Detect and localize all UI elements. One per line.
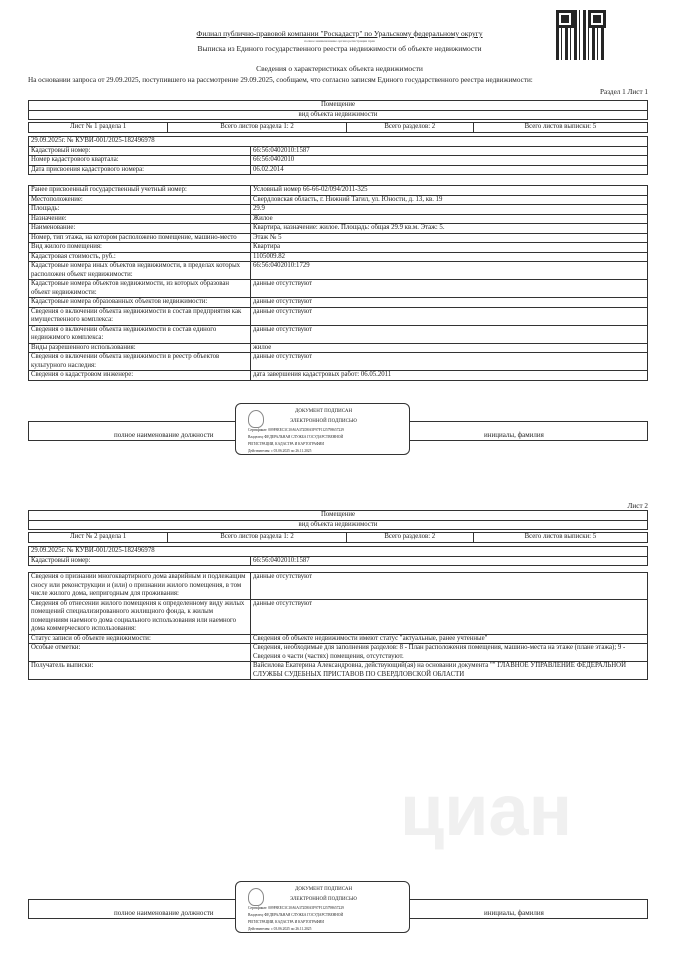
sheet-info-cell: Всего листов раздела 1: 2 [168, 533, 347, 543]
object-type-table [28, 510, 648, 530]
row-value: Квартира [251, 243, 648, 253]
org-name: Филиал публично-правовой компании "Роскадастр" по Уральскому федеральному округу [196, 29, 483, 38]
stamp-stamp-title1: ДОКУМЕНТ ПОДПИСАН [294, 409, 353, 414]
table-row [29, 307, 648, 325]
row-value: 66:56:0402010:1587 [251, 556, 648, 566]
row-label: Кадастровые номера образованных объектов недвижимости: [29, 298, 251, 308]
e-signature-stamp [235, 881, 410, 933]
row-value: данные отсутствуют [251, 599, 648, 634]
characteristics-table [28, 572, 648, 680]
row-label: Сведения об отнесении жилого помещения к определенному виду жилых помещений специализированного жилищного фонда, к жилым помещениям наемного дома социального использования или наемного дома коммерческого использования: [29, 599, 251, 634]
object-type-caption: вид объекта недвижимости [29, 110, 648, 120]
sheet-info-cell: Лист № 2 раздела 1 [29, 533, 168, 543]
table-row [29, 165, 648, 175]
row-label: Особые отметки: [29, 644, 251, 662]
row-value: Этаж № 5 [251, 233, 648, 243]
row-label: Получатель выписки: [29, 662, 251, 680]
row-label: Сведения о включении объекта недвижимости в состав единого недвижимого комплекса: [29, 325, 251, 343]
row-value: Жилое [251, 214, 648, 224]
position-caption: полное наименование должности [114, 431, 214, 439]
row-label: Сведения о включении объекта недвижимости в состав предприятия как имущественного комплекса: [29, 307, 251, 325]
row-label: Вид жилого помещения: [29, 243, 251, 253]
sheet-info-cell: Лист № 1 раздела 1 [29, 123, 168, 133]
row-label: Виды разрешенного использования: [29, 343, 251, 353]
row-label: Кадастровая стоимость, руб.: [29, 252, 251, 262]
table-row [29, 325, 648, 343]
table-row [29, 224, 648, 234]
row-label: Кадастровый номер: [29, 146, 251, 156]
object-type: Помещение [29, 511, 648, 521]
table-row [29, 634, 648, 644]
table-row [29, 280, 648, 298]
row-value: Сведения об объекте недвижимости имеют статус "актуальные, ранее учтенные" [251, 634, 648, 644]
table-row [29, 599, 648, 634]
row-label: Сведения о включении объекта недвижимости в реестр объектов культурного наследия: [29, 353, 251, 371]
row-label: Кадастровый номер: [29, 556, 251, 566]
table-row [29, 146, 648, 156]
row-label: Номер кадастрового квартала: [29, 156, 251, 166]
table-row [29, 262, 648, 280]
row-value: Условный номер 66-66-02/094/2011-325 [251, 186, 648, 196]
row-value: 66:56:0402010:1729 [251, 262, 648, 280]
row-value: данные отсутствуют [251, 280, 648, 298]
table-row [29, 243, 648, 253]
row-label: Наименование: [29, 224, 251, 234]
row-label: Дата присвоения кадастрового номера: [29, 165, 251, 175]
row-value: 66:56:0402010 [251, 156, 648, 166]
table-row [29, 573, 648, 600]
row-label: Назначение: [29, 214, 251, 224]
table-row [29, 371, 648, 381]
row-label: Местоположение: [29, 195, 251, 205]
row-value: дата завершения кадастровых работ: 06.05.2011 [251, 371, 648, 381]
row-label: Ранее присвоенный государственный учетный номер: [29, 186, 251, 196]
table-row [29, 353, 648, 371]
sheet-info-table [28, 532, 648, 543]
stamp-owner: Владелец: ФЕДЕРАЛЬНАЯ СЛУЖБА ГОСУДАРСТВЕННОЙ [248, 913, 344, 917]
section-label: Лист 2 [627, 502, 648, 510]
stamp-stamp-title2: ЭЛЕКТРОННОЙ ПОДПИСЬЮ [290, 419, 357, 424]
name-caption: инициалы, фамилия [484, 909, 544, 917]
stamp-valid: Действителен: с 03.06.2025 по 26.11.2025 [248, 449, 312, 453]
stamp-stamp-title2: ЭЛЕКТРОННОЙ ПОДПИСЬЮ [290, 897, 357, 902]
e-signature-stamp [235, 403, 410, 455]
section-label: Раздел 1 Лист 1 [600, 88, 648, 96]
table-row [29, 644, 648, 662]
position-caption: полное наименование должности [114, 909, 214, 917]
document-subtitle: Сведения о характеристиках объекта недвижимости [256, 64, 423, 73]
stamp-owner: Владелец: ФЕДЕРАЛЬНАЯ СЛУЖБА ГОСУДАРСТВЕННОЙ [248, 435, 344, 439]
identifiers-table [28, 136, 648, 175]
stamp-valid: Действителен: с 03.06.2025 по 26.11.2025 [248, 927, 312, 931]
stamp-owner2: РЕГИСТРАЦИИ, КАДАСТРА И КАРТОГРАФИИ [248, 920, 324, 924]
characteristics-table [28, 185, 648, 381]
name-caption: инициалы, фамилия [484, 431, 544, 439]
row-value: данные отсутствуют [251, 307, 648, 325]
table-row [29, 252, 648, 262]
object-type-caption: вид объекта недвижимости [29, 520, 648, 530]
request-reference: 29.09.2025г. № КУВИ-001/2025-182496978 [29, 547, 648, 557]
org-caption: полное наименование органа регистрации прав [304, 39, 375, 43]
sheet-info-cell: Всего листов раздела 1: 2 [168, 123, 347, 133]
sheet-info-cell: Всего листов выписки: 5 [473, 123, 647, 133]
row-value: данные отсутствуют [251, 298, 648, 308]
stamp-stamp-title1: ДОКУМЕНТ ПОДПИСАН [294, 887, 353, 892]
row-value: Сведения, необходимые для заполнения разделов: 8 - План расположения помещения, машино-места на этаже (плане этажа); 9 - Сведения о части (частях) помещения, отсутствуют. [251, 644, 648, 662]
document-title: Выписка из Единого государственного реестра недвижимости об объекте недвижимости [197, 44, 482, 53]
request-reference: 29.09.2025г. № КУВИ-001/2025-182496978 [29, 137, 648, 147]
table-row [29, 156, 648, 166]
object-type: Помещение [29, 101, 648, 111]
row-value: Вайсилова Екатерина Александровна, действующий(ая) на основании документа "" ГЛАВНОЕ УПРАВЛЕНИЕ ФЕДЕРАЛЬНОЙ СЛУЖБЫ СУДЕБНЫХ ПРИСТАВОВ ПО СВЕРДЛОВСКОЙ ОБЛАСТИ [251, 662, 648, 680]
intro-text: На основании запроса от 29.09.2025, поступившего на рассмотрение 29.09.2025, сообщаем, что согласно записям Единого государственного реестра недвижимости: [28, 76, 533, 84]
row-label: Площадь: [29, 205, 251, 215]
table-row [29, 186, 648, 196]
row-value: Свердловская область, г. Нижний Тагил, ул. Юности, д. 13, кв. 19 [251, 195, 648, 205]
table-row [29, 343, 648, 353]
row-label: Номер, тип этажа, на котором расположено помещение, машино-место [29, 233, 251, 243]
row-label: Сведения о признании многоквартирного дома аварийным и подлежащим сносу или реконструкции и (или) о признании жилого помещения, в том числе жилого дома, непригодным для проживания: [29, 573, 251, 600]
stamp-cert: Сертификат: 009F8ЕЕС3С10A6А372D8A5F97F1125798657229 [248, 428, 344, 432]
row-label: Кадастровые номера иных объектов недвижимости, в пределах которых расположен объект недвижимости: [29, 262, 251, 280]
table-row [29, 195, 648, 205]
sheet-info-cell: Всего разделов: 2 [346, 123, 473, 133]
watermark: циан [400, 771, 573, 851]
row-value: 66:56:0402010:1587 [251, 146, 648, 156]
table-row [29, 205, 648, 215]
row-label: Кадастровые номера объектов недвижимости, из которых образован объект недвижимости: [29, 280, 251, 298]
row-value: 06.02.2014 [251, 165, 648, 175]
row-value: данные отсутствуют [251, 353, 648, 371]
table-row [29, 214, 648, 224]
stamp-owner2: РЕГИСТРАЦИИ, КАДАСТРА И КАРТОГРАФИИ [248, 442, 324, 446]
object-type-table [28, 100, 648, 120]
table-row [29, 298, 648, 308]
row-value: 1105009.82 [251, 252, 648, 262]
table-row [29, 662, 648, 680]
stamp-cert: Сертификат: 009F8ЕЕС3С10A6А372D8A5F97F1125798657229 [248, 906, 344, 910]
sheet-info-cell: Всего разделов: 2 [346, 533, 473, 543]
sheet-info-cell: Всего листов выписки: 5 [473, 533, 647, 543]
row-value: 29.9 [251, 205, 648, 215]
row-value: Квартира, назначение: жилое. Площадь: общая 29.9 кв.м. Этаж: 5. [251, 224, 648, 234]
identifiers-table [28, 546, 648, 566]
row-value: данные отсутствуют [251, 325, 648, 343]
row-value: жилое [251, 343, 648, 353]
row-label: Статус записи об объекте недвижимости: [29, 634, 251, 644]
table-row [29, 233, 648, 243]
row-label: Сведения о кадастровом инженере: [29, 371, 251, 381]
row-value: данные отсутствуют [251, 573, 648, 600]
table-row [29, 556, 648, 566]
sheet-info-table [28, 122, 648, 133]
